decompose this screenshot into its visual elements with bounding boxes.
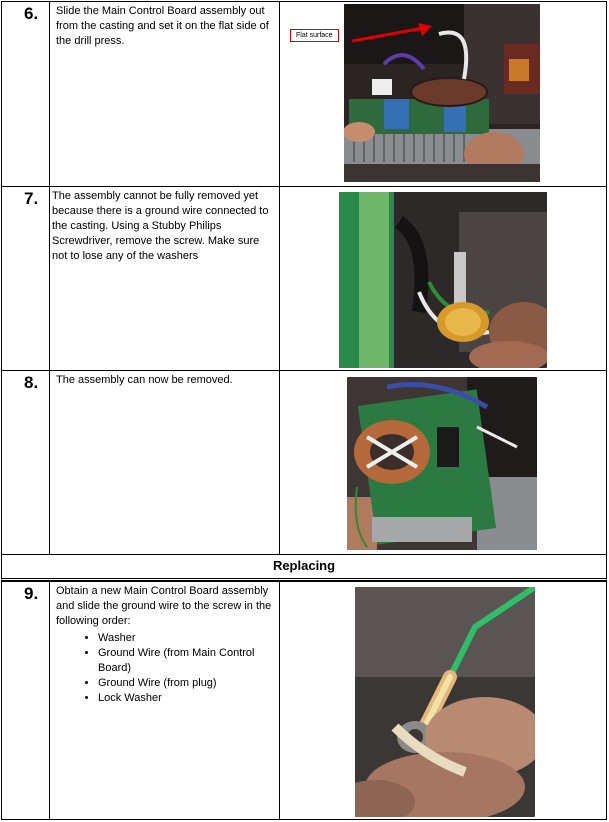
step-row-6 xyxy=(1,1,607,186)
photo-illustration xyxy=(355,587,535,817)
step-number-cell xyxy=(2,582,50,819)
section-title: Replacing xyxy=(272,558,336,573)
list-item: • Ground Wire (from plug) xyxy=(98,676,275,691)
callout-arrow-icon xyxy=(352,22,434,46)
step-row-7 xyxy=(1,186,607,370)
step-text-cell xyxy=(50,371,280,554)
step-row-9 xyxy=(1,581,607,820)
step-number: 9. xyxy=(24,584,39,603)
step-text: Obtain a new Main Control Board assembly and slide the ground wire to the screw in the following order: xyxy=(56,585,272,627)
step-text-cell xyxy=(50,2,280,186)
step-number-cell xyxy=(2,2,50,186)
step-number: 6. xyxy=(24,4,39,23)
section-header xyxy=(1,554,607,581)
order-list xyxy=(56,631,275,706)
photo-illustration xyxy=(339,192,547,368)
instruction-table xyxy=(1,1,607,820)
photo-ground-screw-removal xyxy=(339,192,547,368)
step-text: The assembly cannot be fully removed yet because there is a ground wire connected to the casting. Using a Stubby Philips Screwdriver, remove the screw. Make sure not to lose any of the washers xyxy=(52,190,269,262)
step-number: 8. xyxy=(24,373,39,392)
step-image-cell xyxy=(280,371,606,554)
step-image-cell xyxy=(280,187,606,370)
step-number-cell xyxy=(2,187,50,370)
step-number-cell xyxy=(2,371,50,554)
photo-illustration xyxy=(347,377,537,550)
step-row-8 xyxy=(1,370,607,554)
photo-assembly-removed xyxy=(347,377,537,550)
list-item: • Lock Washer xyxy=(98,691,275,706)
list-item: • Ground Wire (from Main Control Board) xyxy=(98,646,275,676)
step-text: The assembly can now be removed. xyxy=(56,374,233,386)
flat-surface-callout: Flat surface xyxy=(290,29,339,42)
list-item: • Washer xyxy=(98,631,275,646)
step-image-cell xyxy=(280,582,606,819)
step-text: Slide the Main Control Board assembly out from the casting and set it on the flat side of the drill press. xyxy=(56,5,269,47)
step-number: 7. xyxy=(24,189,39,208)
step-text-block xyxy=(56,584,275,706)
photo-ground-wire-on-screw xyxy=(355,587,535,817)
step-text-cell xyxy=(50,582,280,819)
step-text-cell xyxy=(50,187,280,370)
step-image-cell xyxy=(280,2,606,186)
